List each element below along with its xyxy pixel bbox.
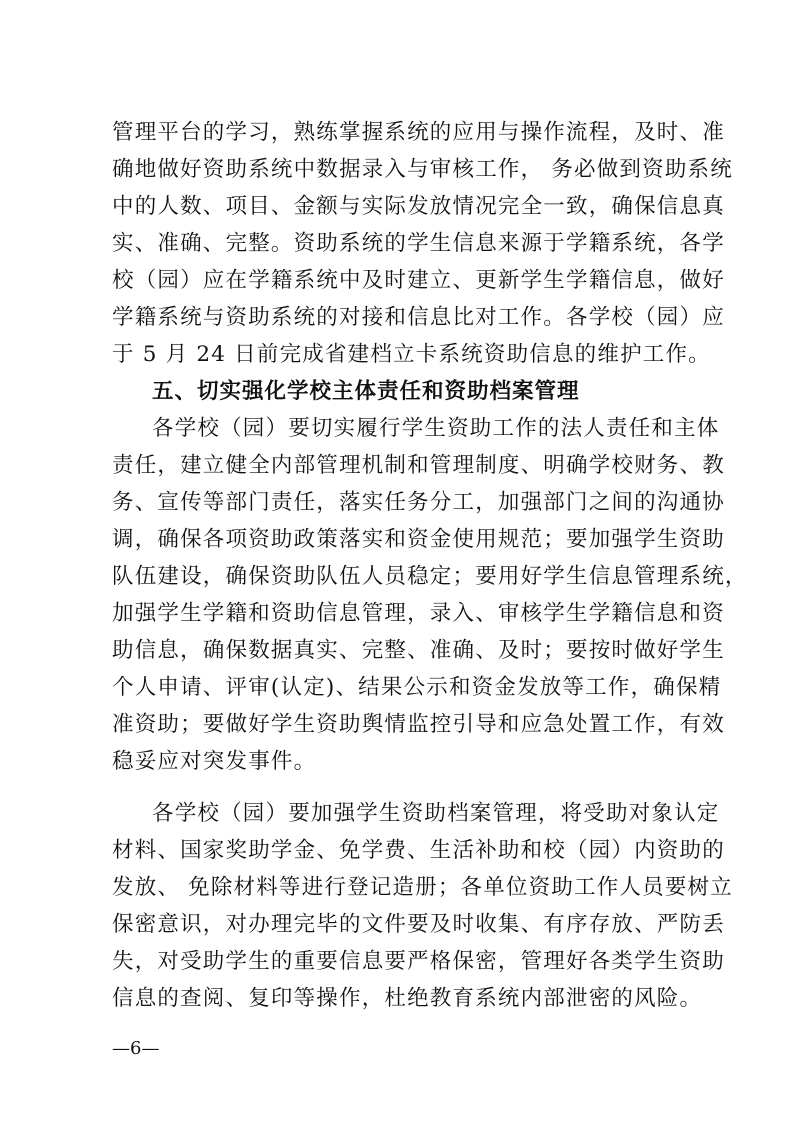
paragraph-1-line-1: 管理平台的学习，熟练掌握系统的应用与操作流程，及时、准 <box>112 120 725 145</box>
paragraph-1-line-3: 中的人数、项目、金额与实际发放情况完全一致，确保信息真 <box>112 194 725 219</box>
paragraph-2-line-8: 个人申请、评审(认定)、结果公示和资金发放等工作，确保精 <box>112 675 722 700</box>
paragraph-2-line-2: 责任，建立健全内部管理机制和管理制度、明确学校财务、教 <box>112 453 725 478</box>
paragraph-2-line-1: 各学校（园）要切实履行学生资助工作的法人责任和主体 <box>152 416 720 441</box>
paragraph-3-line-2: 材料、国家奖助学金、免学费、生活补助和校（园）内资助的 <box>112 838 725 863</box>
page-number: —6— <box>112 1038 160 1059</box>
paragraph-2-line-7: 助信息，确保数据真实、完整、准确、及时；要按时做好学生 <box>112 638 725 663</box>
paragraph-3-line-4: 保密意识，对办理完毕的文件要及时收集、有序存放、严防丢 <box>112 912 725 937</box>
paragraph-1-line-2: 确地做好资助系统中数据录入与审核工作， 务必做到资助系统 <box>112 157 733 182</box>
paragraph-2-line-9: 准资助；要做好学生资助舆情监控引导和应急处置工作，有效 <box>112 712 725 737</box>
paragraph-3-line-6: 信息的查阅、复印等操作，杜绝教育系统内部泄密的风险。 <box>112 986 703 1011</box>
paragraph-1-line-5: 校（园）应在学籍系统中及时建立、更新学生学籍信息，做好 <box>112 268 725 293</box>
paragraph-2-line-6: 加强学生学籍和资助信息管理，录入、审核学生学籍信息和资 <box>112 601 725 626</box>
paragraph-2-line-4: 调，确保各项资助政策落实和资金使用规范；要加强学生资助 <box>112 527 725 552</box>
paragraph-1-line-4: 实、准确、完整。资助系统的学生信息来源于学籍系统，各学 <box>112 231 725 256</box>
paragraph-2-line-10: 稳妥应对突发事件。 <box>112 749 317 774</box>
paragraph-1-line-7: 于 5 月 24 日前完成省建档立卡系统资助信息的维护工作。 <box>112 342 711 367</box>
paragraph-2-line-5: 队伍建设，确保资助队伍人员稳定；要用好学生信息管理系统， <box>112 564 748 589</box>
section-heading: 五、切实强化学校主体责任和资助档案管理 <box>152 379 580 404</box>
paragraph-2-line-3: 务、宣传等部门责任，落实任务分工，加强部门之间的沟通协 <box>112 490 725 515</box>
paragraph-1-line-6: 学籍系统与资助系统的对接和信息比对工作。各学校（园）应 <box>112 305 725 330</box>
paragraph-3-line-1: 各学校（园）要加强学生资助档案管理，将受助对象认定 <box>152 801 720 826</box>
paragraph-3-line-5: 失，对受助学生的重要信息要严格保密，管理好各类学生资助 <box>112 949 725 974</box>
paragraph-3-line-3: 发放、 免除材料等进行登记造册；各单位资助工作人员要树立 <box>112 875 733 900</box>
